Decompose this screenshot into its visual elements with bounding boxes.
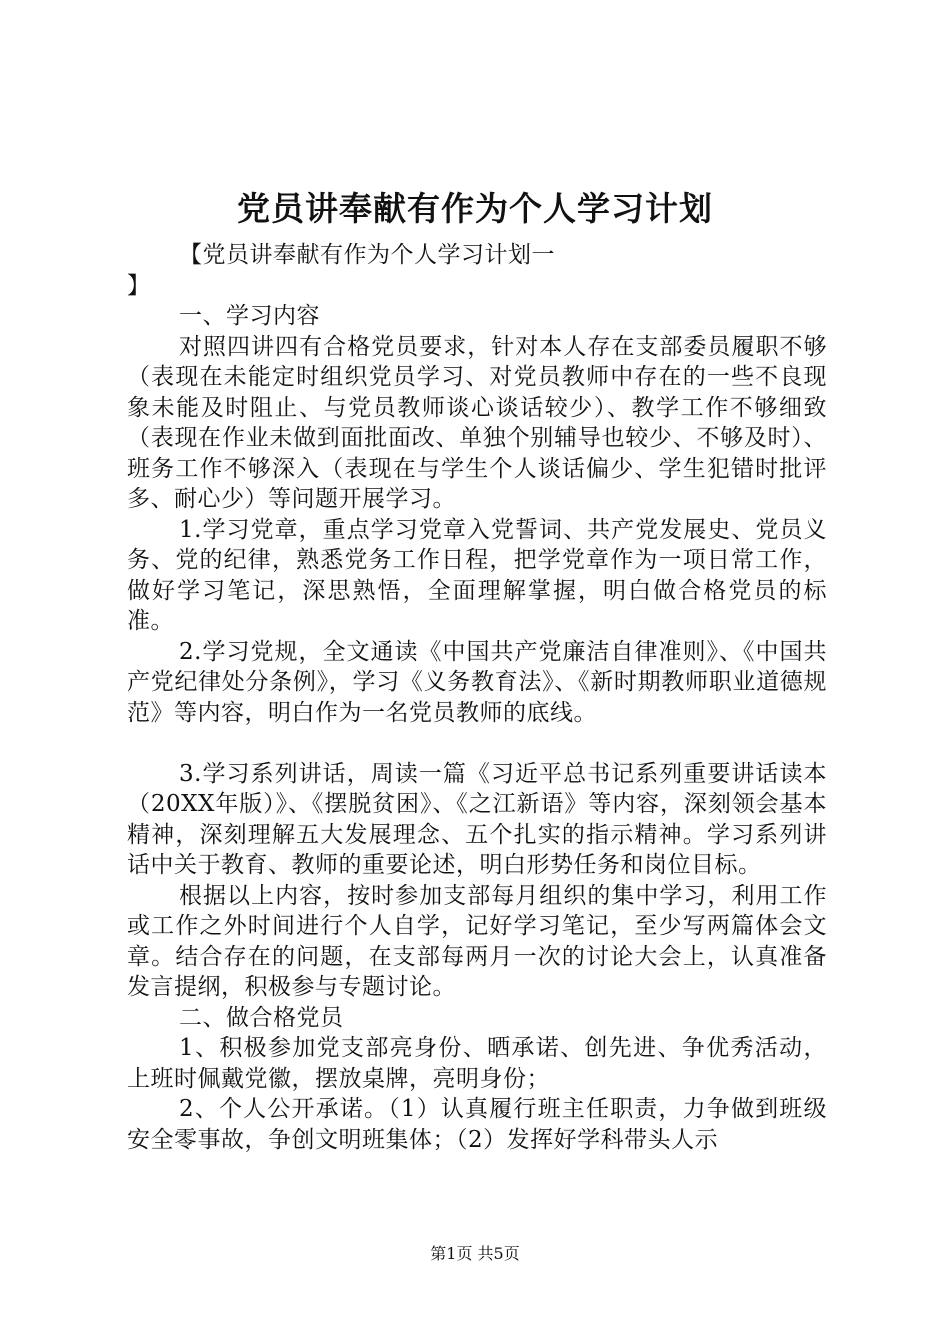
paragraph-activities: 1、积极参加党支部亮身份、晒承诺、创先进、争优秀活动，上班时佩戴党徽，摆放桌牌，亮明身份； bbox=[127, 1035, 827, 1092]
paragraph-gap bbox=[127, 728, 827, 759]
document-subtitle: 【党员讲奉献有作为个人学习计划一 bbox=[179, 242, 555, 268]
document-body bbox=[127, 240, 827, 1155]
paragraph-study-schedule: 根据以上内容，按时参加支部每月组织的集中学习，利用工作或工作之外时间进行个人自学，记好学习笔记，至少写两篇体会文章。结合存在的问题，在支部每两月一次的讨论大会上，认真准备发言提纲，积极参与专题讨论。 bbox=[127, 882, 827, 1000]
section-heading-qualified-member: 二、做合格党员 bbox=[179, 1004, 344, 1031]
paragraph-series-speeches: 3.学习系列讲话，周读一篇《习近平总书记系列重要讲话读本（20XX年版）》、《摆脱贫困》、《之江新语》等内容，深刻领会基本精神，深刻理解五大发展理念、五个扎实的指示精神。学习系列讲话中关于教育、教师的重要论述，明白形势任务和岗位目标。 bbox=[127, 760, 827, 878]
paragraph-public-commitment: 2、个人公开承诺。（1）认真履行班主任职责，力争做到班级安全零事故，争创文明班集体；（2）发挥好学科带头人示 bbox=[127, 1096, 827, 1153]
document-title: 党员讲奉献有作为个人学习计划 bbox=[237, 189, 713, 228]
page-footer: 第1页 共5页 bbox=[430, 1244, 520, 1263]
paragraph-party-rules: 2.学习党规，全文通读《中国共产党廉洁自律准则》、《中国共产党纪律处分条例》，学习《义务教育法》、《新时期教师职业道德规范》等内容，明白作为一名党员教师的底线。 bbox=[127, 638, 827, 726]
paragraph-intro: 对照四讲四有合格党员要求，针对本人存在支部委员履职不够（表现在未能定时组织党员学习、对党员教师中存在的一些不良现象未能及时阻止、与党员教师谈心谈话较少）、教学工作不够细致（表现在作业未做到面批面改、单独个别辅导也较少、不够及时）、班务工作不够深入（表现在与学生个人谈话偏少、学生犯错时批评多、耐心少）等问题开展学习。 bbox=[127, 333, 827, 512]
paragraph-party-constitution: 1.学习党章，重点学习党章入党誓词、共产党发展史、党员义务、党的纪律，熟悉党务工作日程，把学党章作为一项日常工作，做好学习笔记，深思熟悟，全面理解掌握，明白做合格党员的标准。 bbox=[127, 516, 827, 634]
section-heading-study-content: 一、学习内容 bbox=[179, 303, 320, 329]
document-subtitle-bracket: 】 bbox=[127, 272, 151, 299]
